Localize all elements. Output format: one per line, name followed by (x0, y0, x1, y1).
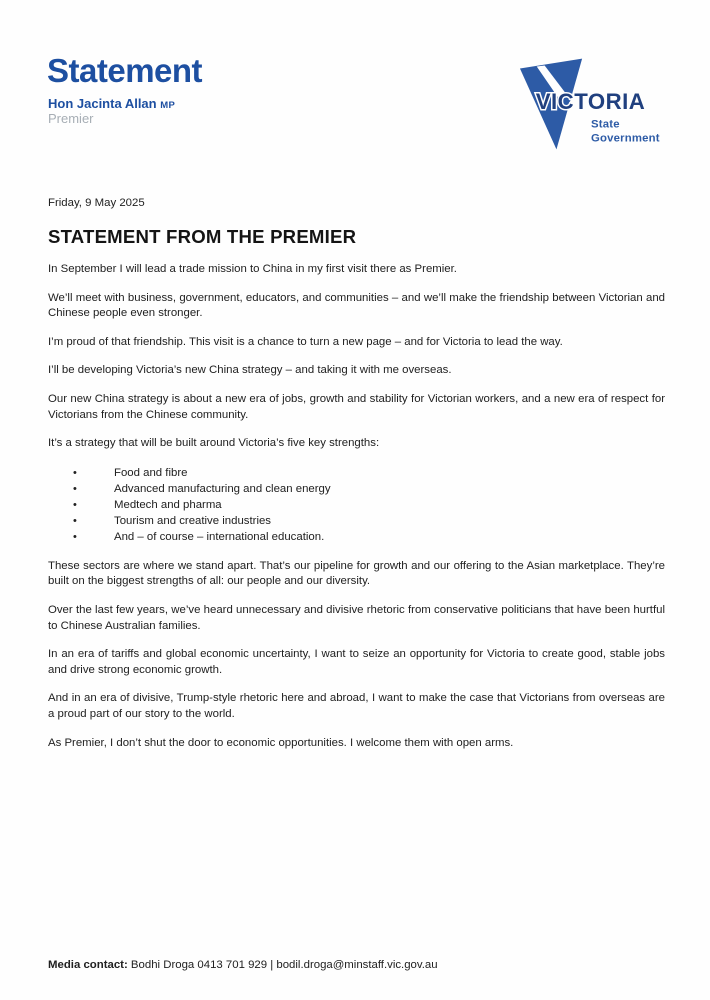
list-item-text: Medtech and pharma (114, 498, 222, 511)
author-name-text: Hon Jacinta Allan (48, 96, 157, 111)
body-paragraph-6: It’s a strategy that will be built around Victoria’s five key strengths: (48, 437, 380, 450)
media-contact-details: Bodhi Droga 0413 701 929 | bodil.droga@minstaff.vic.gov.au (130, 959, 438, 971)
body-paragraph-11: As Premier, I don’t shut the door to economic opportunities. I welcome them with open arms. (48, 736, 514, 749)
body-paragraph-2: We’ll meet with business, government, educators, and communities – and we’ll make the friendship between Victorian and Chinese people even stronger. (48, 291, 665, 320)
list-item (48, 465, 665, 481)
author-role: Premier (48, 111, 94, 126)
list-item-text: Advanced manufacturing and clean energy (114, 482, 331, 495)
list-item-text: And – of course – international education. (114, 530, 325, 543)
bullet-marker: • (73, 482, 77, 495)
list-item (48, 481, 665, 497)
list-item-text: Food and fibre (114, 466, 188, 479)
body-paragraph-10: And in an era of divisive, Trump-style rhetoric here and abroad, I want to make the case that Victorians from overseas are a proud part of our story to the world. (48, 692, 665, 720)
bullet-marker: • (73, 466, 77, 479)
media-contact-label: Media contact: (48, 959, 128, 971)
masthead-title: Statement (47, 52, 203, 89)
list-item (48, 513, 665, 529)
logo-government-text: Government (591, 132, 660, 145)
bullet-marker: • (73, 530, 77, 543)
body-paragraph-8: Over the last few years, we’ve heard unnecessary and divisive rhetoric from conservative politicians that have been hurtful to Chinese Australian families. (48, 603, 665, 632)
bullet-marker: • (73, 514, 77, 527)
body-paragraph-5: Our new China strategy is about a new era of jobs, growth and stability for Victorian workers, and a new era of respect for Victorians from the Chinese community. (48, 392, 665, 421)
body-paragraph-3: I’m proud of that friendship. This visit is a chance to turn a new page – and for Victoria to lead the way. (48, 335, 563, 348)
body-paragraph-9: In an era of tariffs and global economic uncertainty, I want to seize an opportunity for Victoria to create good, stable jobs and drive strong economic growth. (48, 648, 665, 676)
date-line: Friday, 9 May 2025 (48, 197, 145, 209)
logo-wordmark: VICTORIA (535, 88, 646, 114)
list-item (48, 497, 665, 513)
key-strengths-list (48, 465, 665, 545)
body-paragraph-1: In September I will lead a trade mission to China in my first visit there as Premier. (48, 263, 457, 275)
statement-title: STATEMENT FROM THE PREMIER (48, 226, 357, 247)
list-item (48, 529, 665, 545)
logo-state-text: State (591, 118, 620, 131)
document-body (48, 195, 665, 764)
author-mp-suffix: MP (160, 100, 176, 111)
victoria-state-government-logo (517, 57, 665, 152)
media-contact-line (48, 957, 438, 973)
body-paragraph-4: I’ll be developing Victoria’s new China strategy – and taking it with me overseas. (48, 364, 452, 377)
body-paragraph-7: These sectors are where we stand apart. That’s our pipeline for growth and our offering to the Asian marketplace. They’re built on the biggest strengths of all: our people and our diversity. (48, 559, 665, 588)
list-item-text: Tourism and creative industries (114, 514, 272, 527)
bullet-marker: • (73, 498, 77, 511)
